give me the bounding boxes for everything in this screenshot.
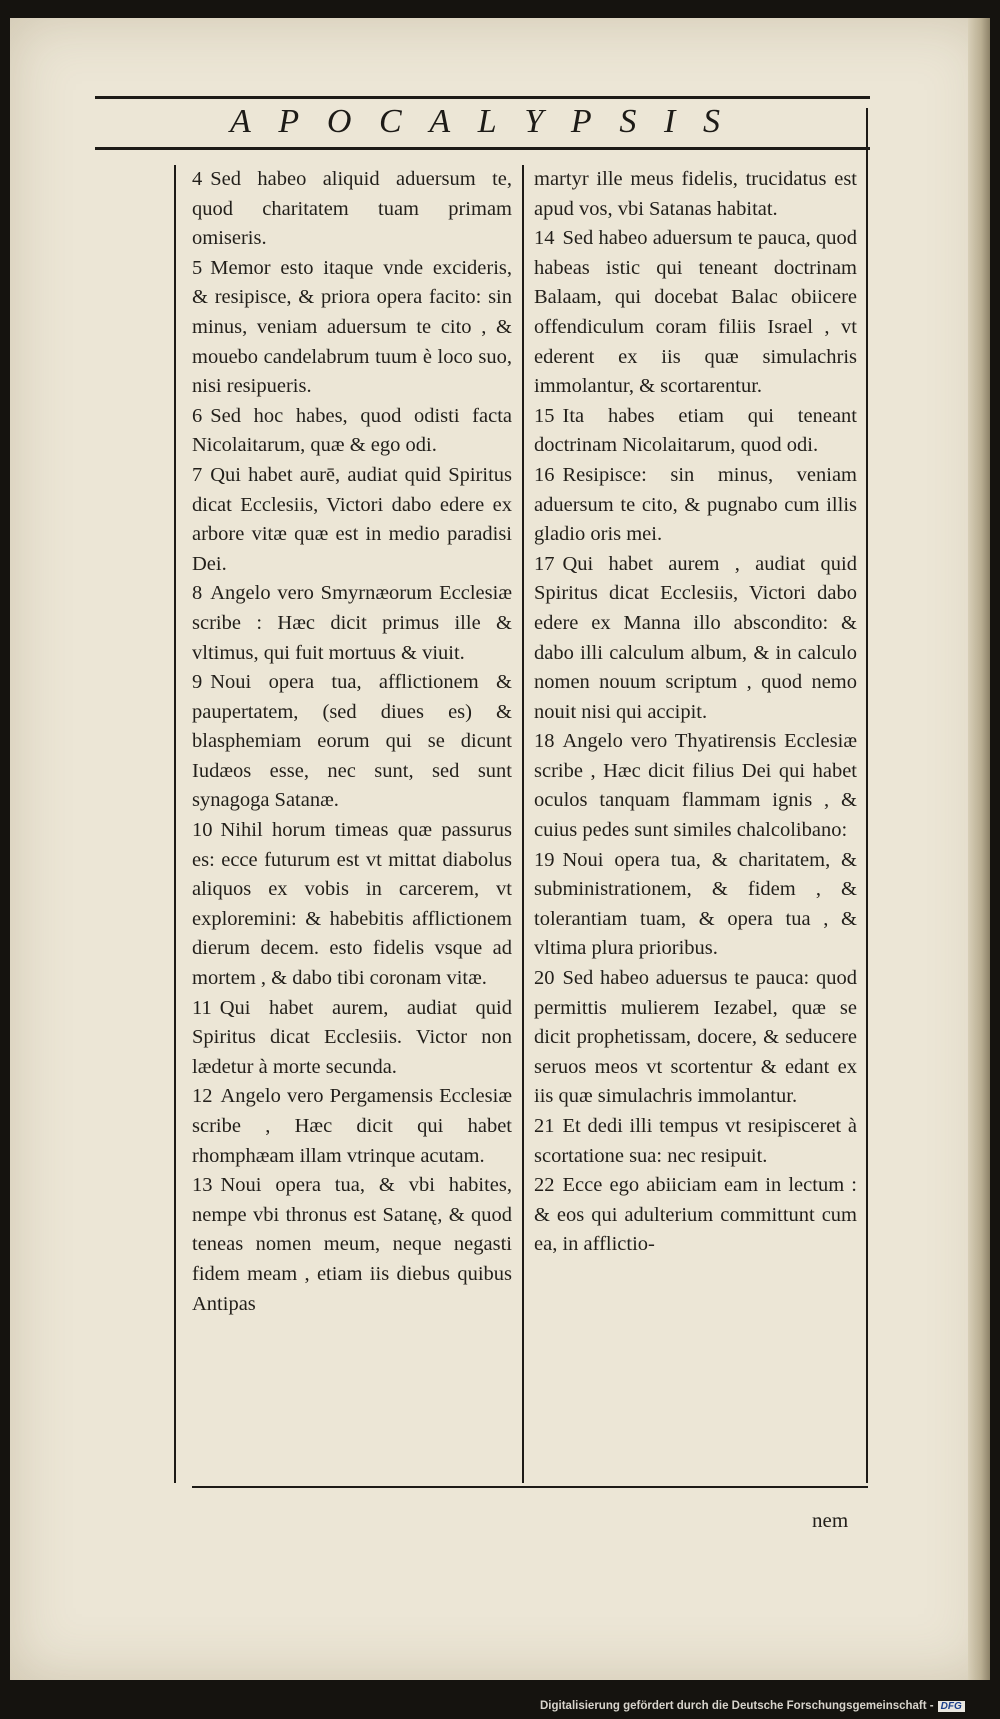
verse [192,254,512,402]
running-head-letter: A [429,103,451,140]
verse [534,461,857,550]
verse [192,402,512,461]
verse-text: Noui opera tua, & vbi habites, nempe vbi thronus est Satanę, & quod teneas nomen meum, neque negasti fidem meam , etiam iis diebus quibus Antipas [192,1174,512,1315]
verse [534,846,857,964]
verse-text: Angelo vero Pergamensis Ecclesiæ scribe , Hæc dicit qui habet rhomphæam illam vtrinque acutam. [192,1085,512,1167]
verse [534,964,857,1112]
running-head-letter: Y [524,103,544,140]
verse-number: 9 [192,671,203,694]
verse [192,461,512,579]
verse-text: Ecce ego abiiciam eam in lectum : & eos qui adulterium committunt cum ea, in afflictio- [534,1174,857,1256]
verse [534,165,857,224]
verse [192,994,512,1083]
verse [192,668,512,816]
verse [192,165,512,254]
bottom-rule [192,1486,868,1488]
running-head-letter: C [379,103,402,140]
page-edge [968,18,990,1680]
running-head-letter: S [702,103,720,140]
verse-text: Noui opera tua, & charitatem, & subministrationem, & fidem , & tolerantiam tuam, & opera tua , & vltima plura prioribus. [534,848,857,960]
verse-number: 4 [192,168,203,190]
top-rule [95,96,870,99]
verse-text: Qui habet aurem , audiat quid Spiritus dicat Ecclesiis, Victori dabo edere ex Manna illo abscondito: & dabo illi calculum album, & in calculo nomen nouum scriptum , quod nemo nouit nisi qui accipit. [534,552,857,723]
verse-text: Ita habes etiam qui teneant doctrinam Nicolaitarum, quod odi. [534,404,857,457]
verse [192,816,512,994]
dfg-logo-badge: DFG [938,1701,965,1712]
running-head-letter: P [278,103,300,140]
verse-number: 20 [534,967,555,990]
verse-text: Nihil horum timeas quæ passurus es: ecce futurum est vt mittat diabolus aliquos ex vobis in carcerem, vt exploremini: & habebitis afflictionem dierum decem. esto fidelis vsque ad mortem , & dabo tibi coronam vitæ. [192,819,512,990]
verse [192,1082,512,1171]
verse-text: Angelo vero Smyrnæorum Ecclesiæ scribe : Hæc dicit primus ille & vltimus, qui fuit mortuus & viuit. [192,582,512,664]
verse-number: 14 [534,227,555,250]
verse [534,727,857,845]
right-column [534,165,857,1260]
running-head-letter: O [326,103,352,140]
verse-number: 22 [534,1174,555,1197]
verse-number: 13 [192,1174,213,1197]
verse-number: 12 [192,1085,213,1108]
verse [192,1171,512,1319]
running-head-letter: A [230,103,251,140]
credit-text: Digitalisierung gefördert durch die Deutsche Forschungsgemeinschaft - [540,1700,934,1712]
verse [534,550,857,728]
verse-number: 16 [534,463,555,486]
verse-number: 7 [192,463,203,486]
verse-text: Noui opera tua, afflictionem & paupertatem, (sed diues es) & blasphemiam eorum qui se dicunt Iudæos esse, nec sunt, sed sunt synagoga Satanæ. [192,671,512,812]
verse-number: 15 [534,404,555,427]
verse-number: 11 [192,996,212,1019]
verse-number: 17 [534,552,555,575]
running-head-letter: P [570,103,592,140]
running-head-letter: L [477,103,497,140]
verse-number: 5 [192,256,203,279]
head-rule [95,147,870,150]
verse-number: 6 [192,404,203,427]
right-border-rule [866,108,868,1483]
digitization-credit [540,1700,965,1712]
running-head-letter: S [619,103,637,140]
verse [534,1171,857,1260]
verse-text: Memor esto itaque vnde excideris, & resipisce, & priora opera facito: sin minus, veniam aduersum te cito , & mouebo candelabrum tuum è loco suo, nisi resipueris. [192,256,512,398]
verse-text: Sed habeo aduersus te pauca: quod permittis mulierem Iezabel, quæ se dicit prophetissam, docere, & seducere seruos meos vt scortentur & edant ex iis quæ simulachris immolantur. [534,967,857,1108]
verse-number: 21 [534,1115,555,1137]
verse-text: Et dedi illi tempus vt resipisceret à scortatione sua: nec resipuit. [534,1115,857,1167]
verse-number: 18 [534,730,555,753]
column-divider-rule [522,165,524,1483]
verse-text: Sed habeo aduersum te pauca, quod habeas istic qui teneant doctrinam Balaam, qui docebat Balac obiicere offendiculum coram filiis Israel , vt ederent ex iis quæ simulachris immolantur, & scortarentur. [534,227,857,398]
verse-text: Qui habet aurem, audiat quid Spiritus dicat Ecclesiis. Victor non lædetur à morte secunda. [192,996,512,1078]
running-head [230,103,720,141]
left-border-rule [174,165,176,1483]
verse-text: Qui habet aurē, audiat quid Spiritus dicat Ecclesiis, Victori dabo edere ex arbore vitæ quæ est in medio paradisi Dei. [192,463,512,575]
verse-text: Resipisce: sin minus, veniam aduersum te cito, & pugnabo cum illis gladio oris mei. [534,463,857,546]
verse-number: 19 [534,848,555,871]
verse [534,224,857,402]
verse [534,1112,857,1171]
verse-text: martyr ille meus fidelis, trucidatus est apud vos, vbi Satanas habitat. [534,168,857,220]
verse [192,579,512,668]
verse-text: Sed habeo aliquid aduersum te, quod charitatem tuam primam omiseris. [192,168,512,250]
catchword: nem [812,1508,849,1532]
verse [534,402,857,461]
verse-number: 8 [192,582,203,605]
verse-number: 10 [192,819,213,842]
running-head-letter: I [663,103,676,140]
verse-text: Angelo vero Thyatirensis Ecclesiæ scribe , Hæc dicit filius Dei qui habet oculos tanquam flammam ignis , & cuius pedes sunt similes chalcolibano: [534,730,857,842]
verse-text: Sed hoc habes, quod odisti facta Nicolaitarum, quæ & ego odi. [192,404,512,457]
left-column [192,165,512,1319]
